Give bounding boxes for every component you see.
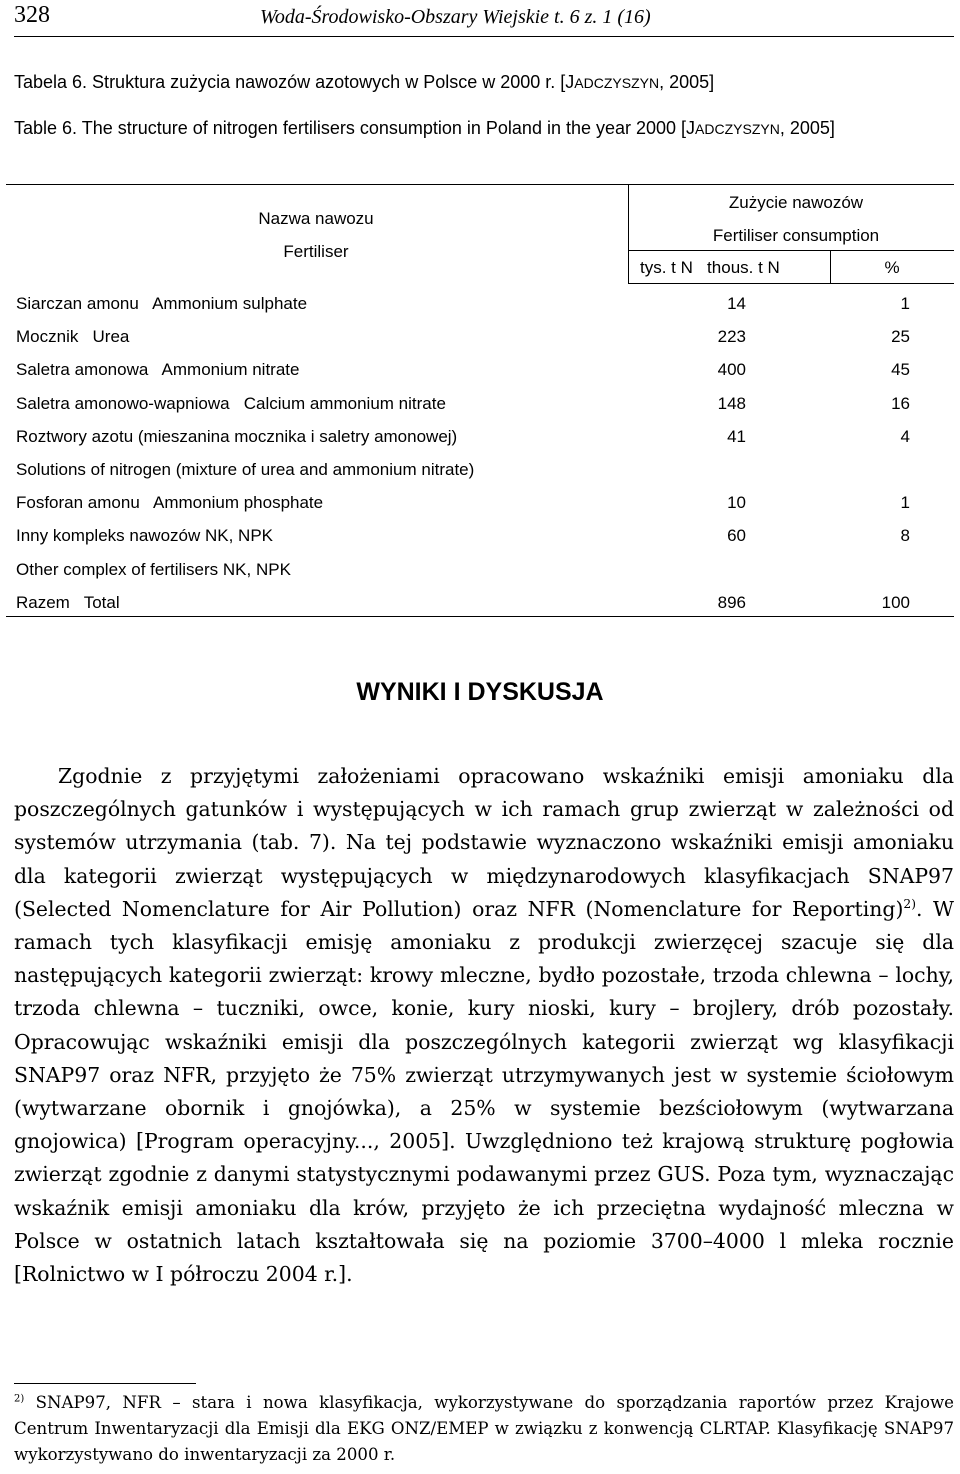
- header-name-pl: Nazwa nawozu: [258, 209, 374, 228]
- row-name: Fosforan amonu Ammonium phosphate: [16, 493, 324, 513]
- running-header: [14, 2, 954, 37]
- body-text-part1: Zgodnie z przyjętymi założeniami opracowano wskaźniki emisji amoniaku dla poszczególnych gatunków i występujących w ich ramach grup zwierząt w zależności od systemów utrzymania (tab. 7). Na tej podstawie wyznaczono wskaźniki emisji amoniaku dla kategorii zwierząt występujących w międzynarodowych klasyfikacjach SNAP97 (Selected Nomenclature for Air Pollution) oraz NFR (Nomenclature for Reporting): [14, 764, 954, 921]
- header-fertiliser-name: [186, 202, 446, 268]
- row-name: Solutions of nitrogen (mixture of urea and ammonium nitrate): [16, 459, 475, 479]
- table-row: [6, 519, 954, 552]
- table-row: [6, 287, 954, 320]
- caption-en-year: , 2005]: [779, 118, 835, 138]
- row-percent: 4: [900, 426, 910, 446]
- row-name: Mocznik Urea: [16, 327, 130, 347]
- table-row: [6, 486, 954, 519]
- footnote-reference: 2): [903, 897, 916, 912]
- row-name: Razem Total: [16, 592, 120, 612]
- table-row: [6, 420, 954, 453]
- table-row: [6, 353, 954, 386]
- caption-en-author: ADCZYSZYN: [695, 121, 780, 137]
- table-header-divider: [628, 184, 629, 284]
- row-percent: 45: [891, 360, 910, 380]
- table-caption-en: [14, 112, 958, 145]
- page-number: 328: [14, 2, 50, 28]
- table-row: [6, 387, 954, 420]
- header-cons-pl: Zużycie nawozów: [728, 193, 864, 212]
- table-bottom-rule: [6, 616, 954, 617]
- header-percent: %: [884, 258, 900, 277]
- table-header-bottom-rule: [628, 283, 954, 284]
- row-name: Saletra amonowo-wapniowa Calcium ammonium nitrate: [16, 393, 446, 413]
- table-caption-pl: [14, 66, 958, 99]
- header-unit: tys. t N thous. t N: [640, 258, 780, 277]
- table-row: [6, 453, 954, 486]
- body-text-part2: . W ramach tych klasyfikacji emisję amoniaku z produkcji zwierzęcej szacuje się dla następujących kategorii zwierząt: krowy mleczne, bydło pozostałe, trzoda chlewna – lochy, trzoda chlewna – tuczniki, owce, konie, kury nioski, kury – brojlery, drób pozostały. Opracowując wskaźniki emisji dla poszczególnych kategorii zwierząt wg klasyfikacji SNAP97 oraz NFR, przyjęto że 75% zwierząt utrzymywanych jest w systemie ściołowym (wytwarzane obornik i gnojówka), a 25% w systemie bezściołowym (wytwarzana gnojowica) [Program operacyjny..., 2005]. Uwzględniono też krajową strukturę pogłowia zwierząt zgodnie z danymi statystycznymi podawanymi przez GUS. Poza tym, wyznaczając wskaźnik emisji amoniaku dla krów, przyjęto że ich przeciętna wydajność mleczna w Polsce w ostatnich latach kształtowała się na poziomie 3700–4000 l mleka rocznie [Rolnictwo w I półroczu 2004 r.].: [14, 896, 954, 1287]
- table-body: [6, 287, 954, 619]
- row-percent: 100: [881, 592, 910, 612]
- row-percent: 8: [900, 526, 910, 546]
- header-name-en: Fertiliser: [283, 242, 349, 261]
- journal-title: Woda-Środowisko-Obszary Wiejskie t. 6 z. 1 (16): [260, 6, 651, 28]
- footnote: [14, 1390, 954, 1468]
- row-percent: 16: [891, 393, 910, 413]
- row-percent: 1: [900, 493, 910, 513]
- table-row: [6, 553, 954, 586]
- table-row: [6, 320, 954, 353]
- row-name: Inny kompleks nawozów NK, NPK: [16, 526, 273, 546]
- header-consumption: [646, 186, 946, 252]
- caption-en-text: Table 6. The structure of nitrogen fertilisers consumption in Poland in the year 2000 [J: [14, 118, 696, 138]
- section-heading: WYNIKI I DYSKUSJA: [356, 678, 604, 706]
- footnote-rule: [14, 1383, 196, 1384]
- row-value: 148: [717, 393, 746, 413]
- row-value: 41: [727, 426, 746, 446]
- row-name: Other complex of fertilisers NK, NPK: [16, 559, 291, 579]
- row-value: 896: [717, 592, 746, 612]
- row-value: 14: [727, 294, 746, 313]
- footnote-text: SNAP97, NFR – stara i nowa klasyfikacja, wykorzystywane do sporządzania raportów przez Krajowe Centrum Inwentaryzacji dla Emisji dla EKG ONZ/EMEP w związku z konwencją CLRTAP. Klasyfikację SNAP97 wykorzystywano do inwentaryzacji za 2000 r.: [14, 1393, 954, 1464]
- table-row-total: [6, 586, 954, 619]
- row-name: Roztwory azotu (mieszanina mocznika i saletry amonowej): [16, 426, 458, 446]
- row-value: 223: [717, 327, 746, 347]
- row-value: 10: [727, 493, 746, 513]
- table-top-rule: [6, 184, 954, 185]
- row-value: 400: [717, 360, 746, 380]
- header-cons-en: Fertiliser consumption: [712, 226, 880, 245]
- row-percent: 1: [900, 294, 910, 313]
- row-percent: 25: [891, 327, 910, 347]
- caption-pl-year: , 2005]: [659, 72, 715, 92]
- caption-pl-author: ADCZYSZYN: [574, 75, 660, 91]
- caption-pl-text: Tabela 6. Struktura zużycia nawozów azotowych w Polsce w 2000 r. [J: [14, 72, 575, 92]
- row-value: 60: [727, 526, 746, 546]
- row-name: Saletra amonowa Ammonium nitrate: [16, 360, 300, 380]
- row-name: Siarczan amonu Ammonium sulphate: [16, 294, 308, 313]
- body-paragraph: [14, 760, 954, 1291]
- footnote-marker: 2): [14, 1393, 25, 1405]
